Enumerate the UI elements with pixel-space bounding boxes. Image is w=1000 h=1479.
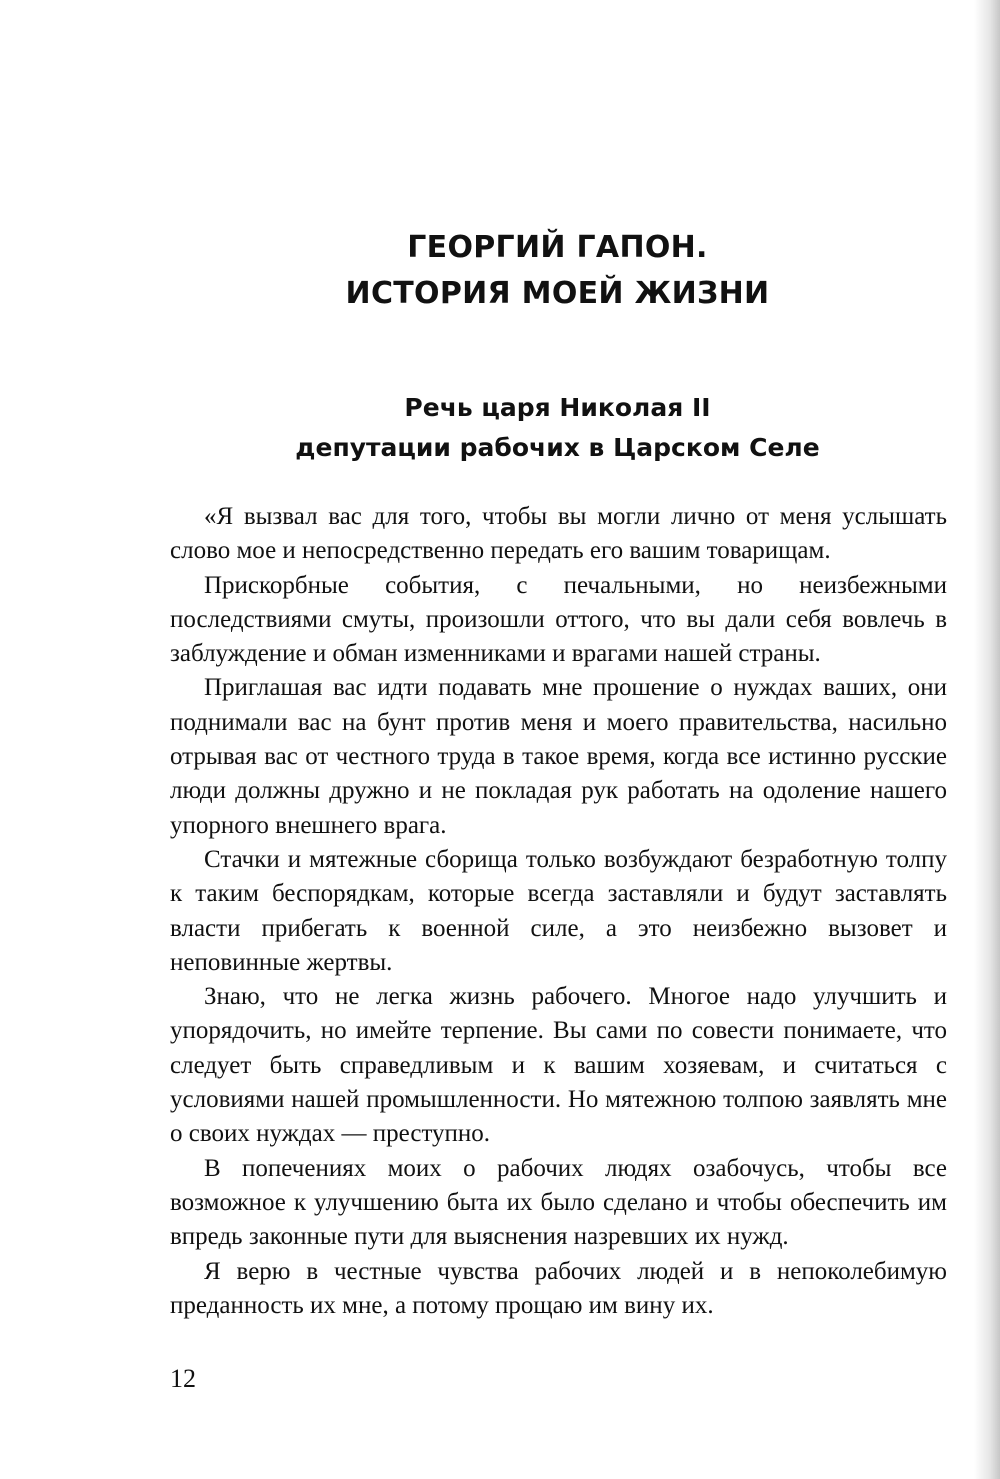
chapter-title-line-2: ИСТОРИЯ МОЕЙ ЖИЗНИ (345, 276, 770, 311)
page-number: 12 (170, 1364, 196, 1393)
body-text (170, 500, 947, 1323)
chapter-title (300, 225, 815, 317)
paragraph: Прискорбные события, с печальными, но неизбежными последствиями смуты, произошли оттого, что вы дали себя вовлечь в заблуждение и обман изменниками и врагами нашей страны. (170, 571, 947, 668)
paragraph: Стачки и мятежные сборища только возбуждают безработную толпу к таким беспорядкам, которые всегда заставляли и будут заставлять власти прибегать к военной силе, а это неизбежно вызовет и неповинные жертвы. (170, 845, 947, 976)
paragraph: Приглашая вас идти подавать мне прошение о нуждах ваших, они поднимали вас на бунт против меня и моего правительства, насильно отрывая вас от честного труда в такое время, когда все истинно русские люди должны дружно и не покладая рук работать на одоление нашего упорного внешнего врага. (170, 674, 947, 839)
paragraph: «Я вызвал вас для того, чтобы вы могли лично от меня услышать слово мое и непосредственно передать его вашим товарищам. (170, 503, 947, 565)
paragraph: В попечениях моих о рабочих людях озабочусь, чтобы все возможное к улучшению быта их было сделано и чтобы обеспечить им впредь законные пути для выяснения назревших их нужд. (170, 1154, 947, 1251)
paragraph: Знаю, что не легка жизнь рабочего. Многое надо улучшить и упорядочить, но имейте терпение. Вы сами по совести понимаете, что следует быть справедливым и к вашим хозяевам, и считаться с условиями нашей промышленности. Но мятежною толпою заявлять мне о своих нуждах — преступно. (170, 983, 947, 1148)
section-title (230, 388, 885, 468)
paragraph: Я верю в честные чувства рабочих людей и в непоколебимую преданность их мне, а потому прощаю им вину их. (170, 1257, 947, 1319)
chapter-title-line-1: ГЕОРГИЙ ГАПОН. (407, 230, 708, 265)
section-title-line-2: депутации рабочих в Царском Селе (295, 433, 820, 462)
page-edge-shadow (974, 0, 1000, 1479)
section-title-line-1: Речь царя Николая II (404, 393, 711, 422)
